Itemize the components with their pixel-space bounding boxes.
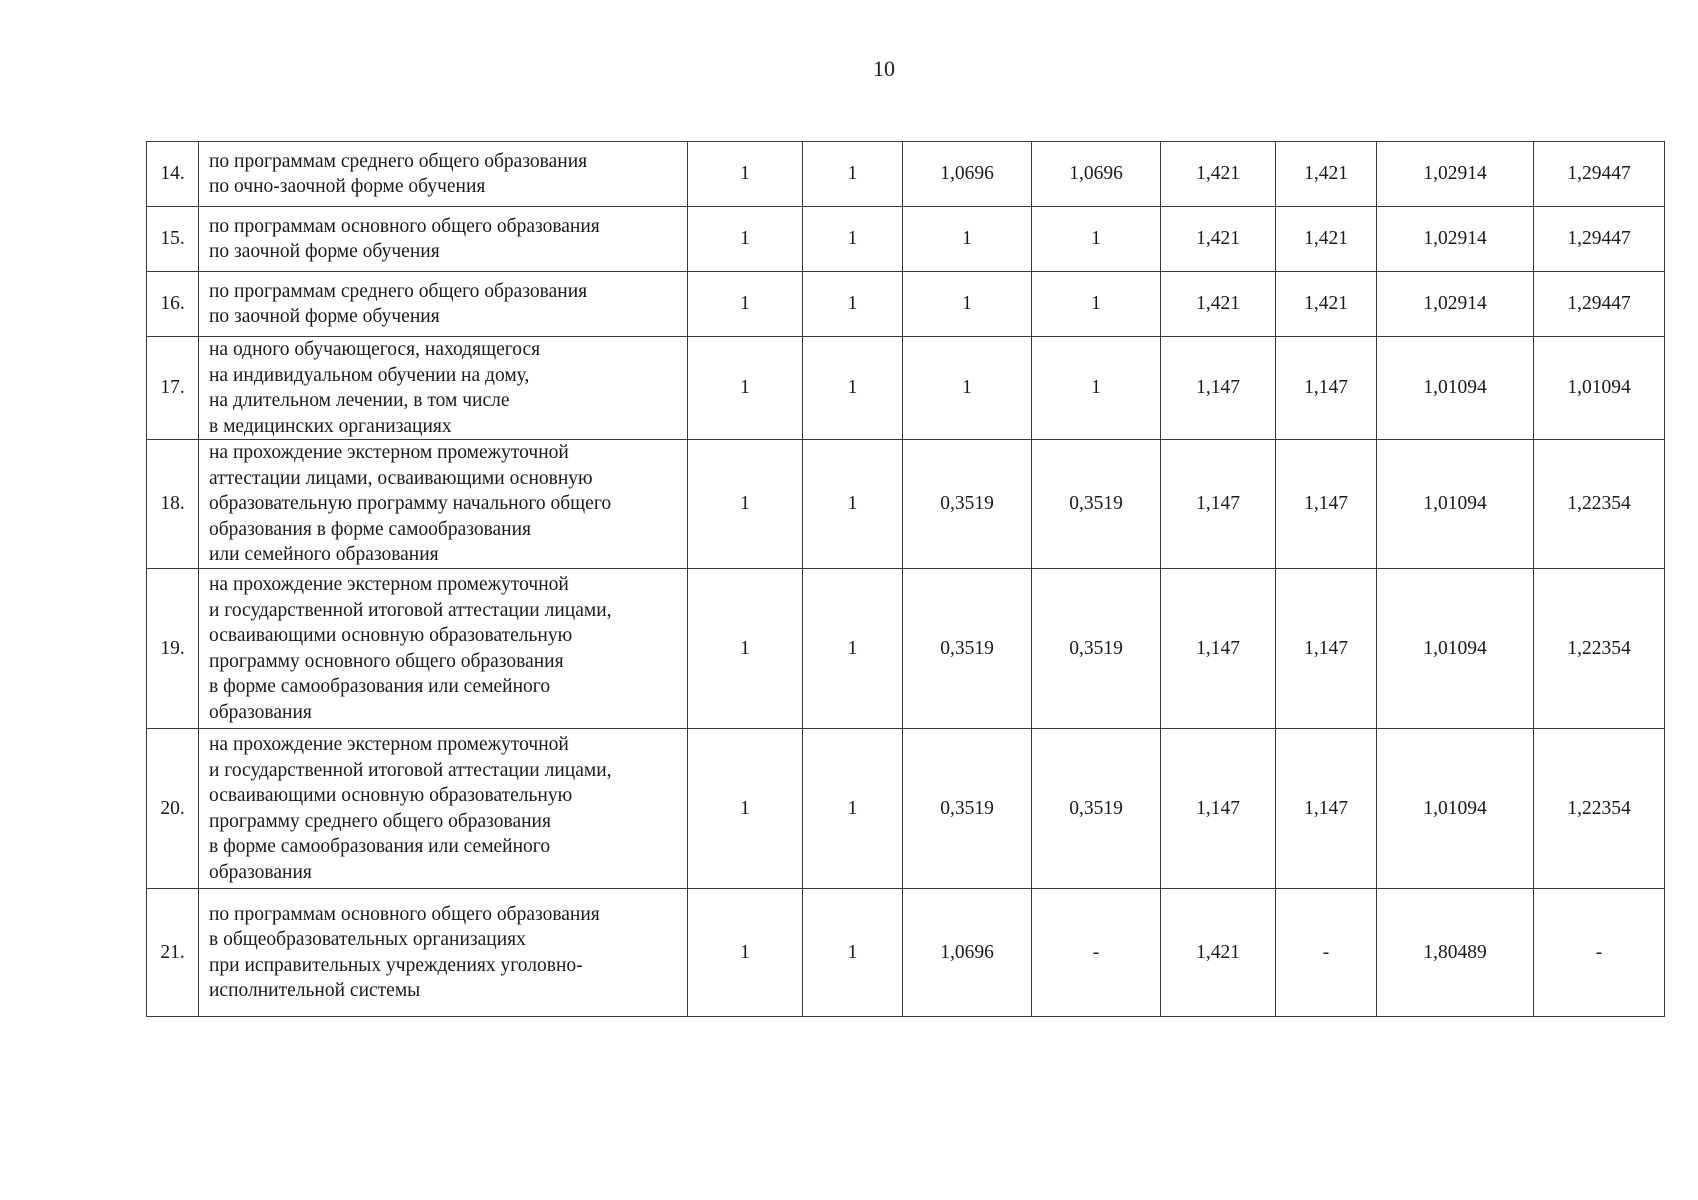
value-cell-8: 1,22354 xyxy=(1534,440,1665,569)
row-number: 14. xyxy=(147,142,199,207)
value-cell-1: 1 xyxy=(688,142,803,207)
table-row xyxy=(147,729,1665,889)
row-description xyxy=(199,337,688,440)
value-cell-4: 0,3519 xyxy=(1032,440,1161,569)
description-line: на индивидуальном обучении на дому, xyxy=(209,364,530,386)
value-cell-1: 1 xyxy=(688,729,803,889)
coefficients-table xyxy=(146,141,1665,1017)
value-cell-6: 1,421 xyxy=(1276,272,1377,337)
description-line: по заочной форме обучения xyxy=(209,306,440,327)
value-cell-1: 1 xyxy=(688,889,803,1017)
value-cell-7: 1,02914 xyxy=(1377,142,1534,207)
value-cell-5: 1,147 xyxy=(1161,337,1276,440)
description-line: образования в форме самообразования xyxy=(209,518,532,540)
description-line: по программам основного общего образования xyxy=(209,903,600,925)
value-cell-4: 0,3519 xyxy=(1032,569,1161,729)
table-row xyxy=(147,272,1665,337)
table-row xyxy=(147,207,1665,272)
value-cell-5: 1,421 xyxy=(1161,889,1276,1017)
row-description xyxy=(199,207,688,272)
description-line: осваивающими основную образовательную xyxy=(209,785,573,806)
description-line: в форме самообразования или семейного xyxy=(209,676,551,697)
row-number: 18. xyxy=(147,440,199,569)
value-cell-2: 1 xyxy=(803,729,903,889)
description-line: исполнительной системы xyxy=(209,980,421,1001)
value-cell-2: 1 xyxy=(803,440,903,569)
row-description xyxy=(199,729,688,889)
value-cell-6: 1,147 xyxy=(1276,569,1377,729)
table-row xyxy=(147,142,1665,207)
description-line: аттестации лицами, осваивающими основную xyxy=(209,467,593,489)
value-cell-8: 1,29447 xyxy=(1534,272,1665,337)
row-description xyxy=(199,272,688,337)
table-body xyxy=(147,142,1665,1017)
value-cell-8: 1,29447 xyxy=(1534,207,1665,272)
value-cell-4: 1 xyxy=(1032,337,1161,440)
value-cell-6: 1,147 xyxy=(1276,729,1377,889)
page-number: 10 xyxy=(873,56,895,81)
value-cell-6: 1,421 xyxy=(1276,142,1377,207)
value-cell-8: - xyxy=(1534,889,1665,1017)
description-line: на прохождение экстерном промежуточной xyxy=(209,574,569,595)
row-number: 17. xyxy=(147,337,199,440)
value-cell-2: 1 xyxy=(803,142,903,207)
value-cell-7: 1,80489 xyxy=(1377,889,1534,1017)
value-cell-3: 1,0696 xyxy=(903,142,1032,207)
value-cell-1: 1 xyxy=(688,272,803,337)
value-cell-2: 1 xyxy=(803,889,903,1017)
value-cell-4: - xyxy=(1032,889,1161,1017)
description-line: на прохождение экстерном промежуточной xyxy=(209,734,569,755)
value-cell-3: 0,3519 xyxy=(903,569,1032,729)
value-cell-5: 1,421 xyxy=(1161,142,1276,207)
description-line: на одного обучающегося, находящегося xyxy=(209,339,541,360)
description-line: и государственной итоговой аттестации лицами, xyxy=(209,599,612,621)
value-cell-4: 1 xyxy=(1032,207,1161,272)
description-line: образовательную программу начального общего xyxy=(209,493,612,515)
value-cell-5: 1,147 xyxy=(1161,569,1276,729)
row-number: 15. xyxy=(147,207,199,272)
value-cell-3: 1 xyxy=(903,337,1032,440)
description-line: на прохождение экстерном промежуточной xyxy=(209,442,569,464)
value-cell-7: 1,01094 xyxy=(1377,569,1534,729)
value-cell-3: 0,3519 xyxy=(903,440,1032,569)
value-cell-1: 1 xyxy=(688,207,803,272)
row-description xyxy=(199,889,688,1017)
value-cell-2: 1 xyxy=(803,272,903,337)
description-line: по программам среднего общего образования xyxy=(209,150,588,172)
row-number: 19. xyxy=(147,569,199,729)
description-line: программу среднего общего образования xyxy=(209,810,551,832)
value-cell-2: 1 xyxy=(803,569,903,729)
value-cell-4: 1 xyxy=(1032,272,1161,337)
value-cell-8: 1,29447 xyxy=(1534,142,1665,207)
description-line: при исправительных учреждениях уголовно- xyxy=(209,954,583,976)
value-cell-2: 1 xyxy=(803,337,903,440)
value-cell-6: 1,147 xyxy=(1276,440,1377,569)
value-cell-5: 1,421 xyxy=(1161,272,1276,337)
value-cell-6: 1,421 xyxy=(1276,207,1377,272)
description-line: на длительном лечении, в том числе xyxy=(209,390,510,411)
row-number: 20. xyxy=(147,729,199,889)
value-cell-4: 0,3519 xyxy=(1032,729,1161,889)
description-line: осваивающими основную образовательную xyxy=(209,625,573,646)
description-line: и государственной итоговой аттестации лицами, xyxy=(209,759,612,781)
value-cell-8: 1,22354 xyxy=(1534,729,1665,889)
value-cell-5: 1,147 xyxy=(1161,440,1276,569)
table-row xyxy=(147,440,1665,569)
description-line: по программам среднего общего образования xyxy=(209,280,588,302)
table-row xyxy=(147,337,1665,440)
value-cell-7: 1,01094 xyxy=(1377,729,1534,889)
description-line: по заочной форме обучения xyxy=(209,241,440,262)
value-cell-6: 1,147 xyxy=(1276,337,1377,440)
row-description xyxy=(199,142,688,207)
value-cell-3: 1 xyxy=(903,207,1032,272)
table-row xyxy=(147,569,1665,729)
value-cell-3: 1 xyxy=(903,272,1032,337)
value-cell-7: 1,02914 xyxy=(1377,272,1534,337)
row-description xyxy=(199,569,688,729)
value-cell-1: 1 xyxy=(688,569,803,729)
value-cell-3: 0,3519 xyxy=(903,729,1032,889)
row-description xyxy=(199,440,688,569)
description-line: образования xyxy=(209,701,312,723)
value-cell-3: 1,0696 xyxy=(903,889,1032,1017)
value-cell-1: 1 xyxy=(688,337,803,440)
description-line: в форме самообразования или семейного xyxy=(209,836,551,857)
value-cell-2: 1 xyxy=(803,207,903,272)
row-number: 16. xyxy=(147,272,199,337)
row-number: 21. xyxy=(147,889,199,1017)
description-line: или семейного образования xyxy=(209,544,439,566)
value-cell-6: - xyxy=(1276,889,1377,1017)
description-line: программу основного общего образования xyxy=(209,650,564,672)
value-cell-8: 1,22354 xyxy=(1534,569,1665,729)
value-cell-4: 1,0696 xyxy=(1032,142,1161,207)
description-line: в общеобразовательных организациях xyxy=(209,929,526,950)
value-cell-7: 1,02914 xyxy=(1377,207,1534,272)
value-cell-8: 1,01094 xyxy=(1534,337,1665,440)
value-cell-7: 1,01094 xyxy=(1377,337,1534,440)
value-cell-5: 1,147 xyxy=(1161,729,1276,889)
description-line: по программам основного общего образования xyxy=(209,215,600,237)
value-cell-7: 1,01094 xyxy=(1377,440,1534,569)
description-line: образования xyxy=(209,861,312,883)
description-line: по очно-заочной форме обучения xyxy=(209,176,486,197)
table-row xyxy=(147,889,1665,1017)
value-cell-1: 1 xyxy=(688,440,803,569)
value-cell-5: 1,421 xyxy=(1161,207,1276,272)
description-line: в медицинских организациях xyxy=(209,415,452,437)
